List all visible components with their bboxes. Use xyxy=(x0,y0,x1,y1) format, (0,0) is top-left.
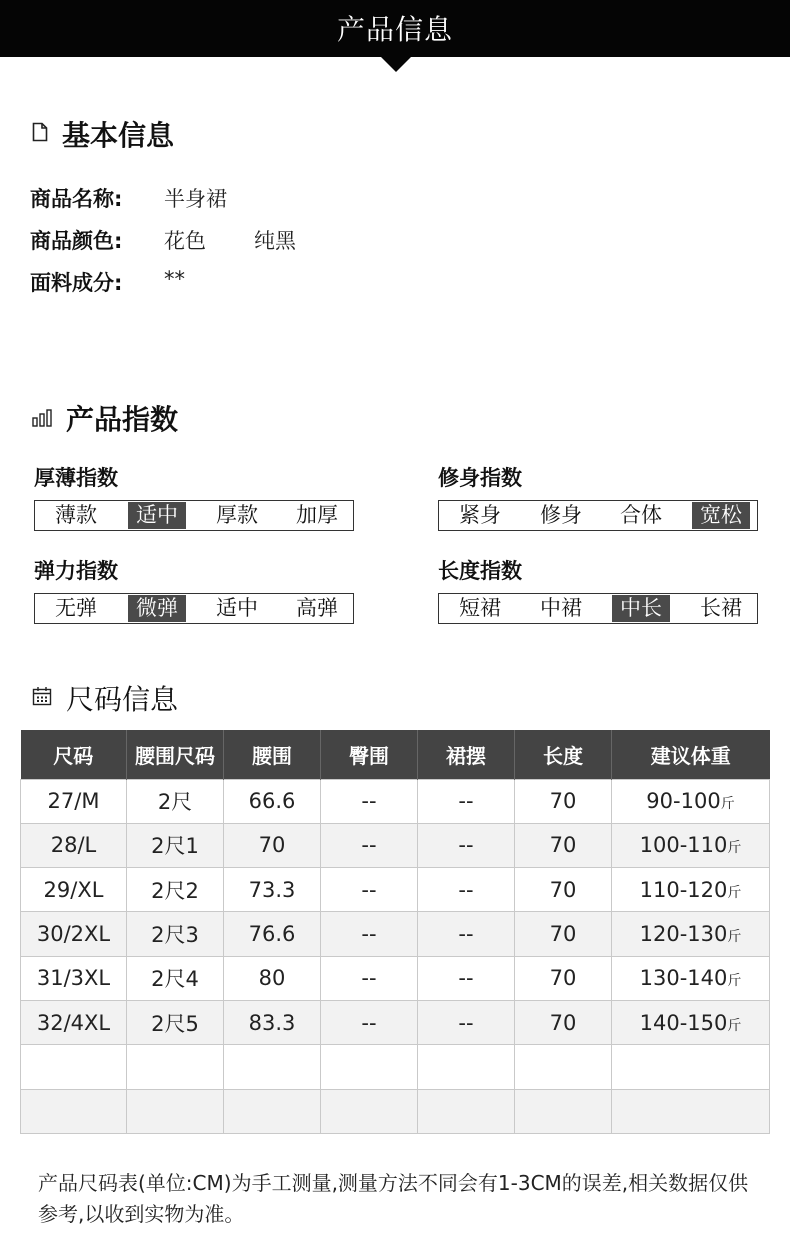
elasticity-index-scale xyxy=(34,593,354,624)
column-header: 裙摆 xyxy=(418,730,515,779)
table-cell: 70 xyxy=(515,868,612,912)
table-cell xyxy=(418,1089,515,1133)
weight-cell xyxy=(612,1000,770,1044)
document-icon xyxy=(32,122,48,146)
column-header: 腰围 xyxy=(224,730,321,779)
table-cell xyxy=(321,1045,418,1089)
table-row-empty xyxy=(21,1089,770,1133)
table-cell xyxy=(127,1089,224,1133)
table-cell: -- xyxy=(418,912,515,956)
table-cell: 29/XL xyxy=(21,868,127,912)
calendar-icon xyxy=(32,686,52,710)
fabric-label: 面料成分: xyxy=(30,271,123,295)
weight-unit: 斤 xyxy=(727,973,742,990)
index-option: 紧身 xyxy=(459,503,501,527)
table-cell: -- xyxy=(321,779,418,823)
index-option-selected: 宽松 xyxy=(692,502,750,529)
fit-index-title: 修身指数 xyxy=(438,466,522,490)
product-color-value: 花色 xyxy=(164,229,206,253)
index-option-selected: 微弹 xyxy=(128,595,186,622)
table-cell xyxy=(21,1045,127,1089)
table-cell: -- xyxy=(418,823,515,867)
table-cell xyxy=(612,1045,770,1089)
product-color-label: 商品颜色: xyxy=(30,229,123,253)
table-cell xyxy=(515,1089,612,1133)
table-row xyxy=(21,912,770,956)
basic-info-title: 基本信息 xyxy=(62,119,175,152)
table-cell: 28/L xyxy=(21,823,127,867)
product-color-value: 纯黑 xyxy=(254,229,296,253)
table-cell: 80 xyxy=(224,956,321,1000)
bar-chart-icon xyxy=(32,408,54,432)
index-option: 高弹 xyxy=(296,596,338,620)
weight-cell xyxy=(612,868,770,912)
table-row-empty xyxy=(21,1045,770,1089)
weight-value: 100-110 xyxy=(639,833,728,858)
column-header: 尺码 xyxy=(21,730,127,779)
table-cell: 2尺4 xyxy=(127,956,224,1000)
thickness-index-title: 厚薄指数 xyxy=(34,466,118,490)
table-cell: -- xyxy=(321,912,418,956)
table-cell xyxy=(224,1045,321,1089)
table-row xyxy=(21,823,770,867)
index-option: 适中 xyxy=(216,596,258,620)
weight-cell xyxy=(612,956,770,1000)
table-row xyxy=(21,956,770,1000)
weight-unit: 斤 xyxy=(727,1017,742,1034)
table-row xyxy=(21,779,770,823)
weight-value: 140-150 xyxy=(639,1010,728,1035)
length-index-title: 长度指数 xyxy=(438,559,522,583)
fabric-value: ** xyxy=(164,267,185,291)
index-option-selected: 中长 xyxy=(612,595,670,622)
weight-unit: 斤 xyxy=(727,840,742,857)
table-header-row xyxy=(21,730,770,779)
table-cell xyxy=(515,1045,612,1089)
table-cell: 70 xyxy=(224,823,321,867)
table-cell: 76.6 xyxy=(224,912,321,956)
page-title: 产品信息 xyxy=(336,13,453,46)
table-cell: 2尺1 xyxy=(127,823,224,867)
size-table xyxy=(20,730,770,1134)
weight-value: 90-100 xyxy=(646,789,721,814)
table-cell xyxy=(612,1089,770,1133)
index-option: 修身 xyxy=(540,503,582,527)
table-cell: -- xyxy=(321,1000,418,1044)
table-cell: -- xyxy=(418,779,515,823)
table-cell: 66.6 xyxy=(224,779,321,823)
table-cell: -- xyxy=(418,956,515,1000)
size-info-title: 尺码信息 xyxy=(66,683,179,716)
table-row xyxy=(21,1000,770,1044)
weight-cell xyxy=(612,823,770,867)
table-cell: -- xyxy=(418,868,515,912)
length-index-scale xyxy=(438,593,758,624)
table-cell xyxy=(418,1045,515,1089)
table-cell: 32/4XL xyxy=(21,1000,127,1044)
table-cell xyxy=(21,1089,127,1133)
elasticity-index-title: 弹力指数 xyxy=(34,559,118,583)
table-cell: 2尺5 xyxy=(127,1000,224,1044)
table-cell: 70 xyxy=(515,956,612,1000)
table-cell: 2尺3 xyxy=(127,912,224,956)
weight-value: 130-140 xyxy=(639,966,728,991)
weight-unit: 斤 xyxy=(727,929,742,946)
table-cell: 2尺 xyxy=(127,779,224,823)
table-cell: 27/M xyxy=(21,779,127,823)
table-cell xyxy=(127,1045,224,1089)
weight-unit: 斤 xyxy=(727,884,742,901)
index-option: 长裙 xyxy=(700,596,742,620)
table-cell: 70 xyxy=(515,823,612,867)
table-cell: -- xyxy=(321,956,418,1000)
product-name-value: 半身裙 xyxy=(164,187,227,211)
table-cell: 70 xyxy=(515,779,612,823)
table-cell: 31/3XL xyxy=(21,956,127,1000)
product-name-label: 商品名称: xyxy=(30,187,123,211)
index-option: 薄款 xyxy=(55,503,97,527)
index-option: 合体 xyxy=(620,503,662,527)
index-option: 加厚 xyxy=(296,503,338,527)
table-cell: 2尺2 xyxy=(127,868,224,912)
table-cell xyxy=(224,1089,321,1133)
thickness-index-scale xyxy=(34,500,354,531)
fit-index-scale xyxy=(438,500,758,531)
table-cell: -- xyxy=(321,868,418,912)
table-cell: -- xyxy=(418,1000,515,1044)
weight-value: 120-130 xyxy=(639,922,728,947)
weight-cell xyxy=(612,912,770,956)
index-option-selected: 适中 xyxy=(128,502,186,529)
weight-unit: 斤 xyxy=(720,796,735,813)
index-option: 中裙 xyxy=(540,596,582,620)
index-option: 厚款 xyxy=(216,503,258,527)
table-cell: -- xyxy=(321,823,418,867)
index-option: 无弹 xyxy=(55,596,97,620)
table-cell: 83.3 xyxy=(224,1000,321,1044)
product-index-title: 产品指数 xyxy=(66,403,179,436)
column-header: 腰围尺码 xyxy=(127,730,224,779)
size-note: 产品尺码表(单位:CM)为手工测量,测量方法不同会有1-3CM的误差,相关数据仅供参考,以收到实物为准。 xyxy=(38,1171,749,1226)
table-cell: 73.3 xyxy=(224,868,321,912)
table-row xyxy=(21,868,770,912)
column-header: 建议体重 xyxy=(612,730,770,779)
weight-value: 110-120 xyxy=(639,877,728,902)
index-option: 短裙 xyxy=(459,596,501,620)
column-header: 长度 xyxy=(515,730,612,779)
table-cell: 70 xyxy=(515,912,612,956)
table-cell: 30/2XL xyxy=(21,912,127,956)
table-cell xyxy=(321,1089,418,1133)
weight-cell xyxy=(612,779,770,823)
header-notch xyxy=(380,56,412,72)
column-header: 臀围 xyxy=(321,730,418,779)
table-cell: 70 xyxy=(515,1000,612,1044)
